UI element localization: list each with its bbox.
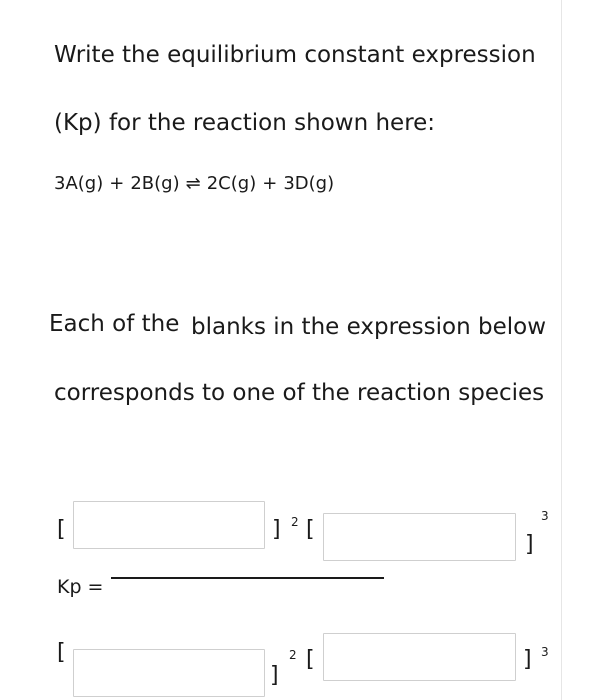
denominator-close-bracket-1: ] [270,663,279,688]
prompt-line-1: Write the equilibrium constant expression [54,42,536,68]
reactant-a: 3A(g) [54,173,104,194]
instruction-line-1b: blanks in the expression below [191,314,547,340]
denominator-open-bracket-2: [ [306,647,315,672]
equilibrium-arrow: ⇌ [185,173,201,194]
numerator-close-bracket-2: ] [525,532,534,557]
numerator-open-bracket-2: [ [306,517,315,542]
denominator-exponent-1: 2 [289,648,297,662]
instruction-line-2: corresponds to one of the reaction species [54,380,545,406]
plus-sign: + [109,173,125,194]
kp-label: Kp = [57,576,104,598]
product-d: 3D(g) [283,173,335,194]
denominator-open-bracket-1: [ [57,640,66,665]
prompt-line-2: (Kp) for the reaction shown here: [54,110,436,136]
numerator-exponent-1: 2 [291,515,299,529]
product-c: 2C(g) [206,173,257,194]
fraction-bar [111,577,384,579]
reaction-equation [54,172,334,196]
denominator-blank-1[interactable] [73,649,265,697]
numerator-blank-1[interactable] [73,501,265,549]
numerator-open-bracket-1: [ [57,517,66,542]
denominator-exponent-2: 3 [541,645,549,659]
numerator-exponent-2: 3 [541,509,549,523]
numerator-blank-2[interactable] [323,513,516,561]
plus-sign: + [262,173,278,194]
denominator-blank-2[interactable] [323,633,516,681]
numerator-close-bracket-1: ] [272,517,281,542]
instruction-line-1a: Each of the [49,311,180,337]
denominator-close-bracket-2: ] [523,647,532,672]
reactant-b: 2B(g) [130,173,180,194]
